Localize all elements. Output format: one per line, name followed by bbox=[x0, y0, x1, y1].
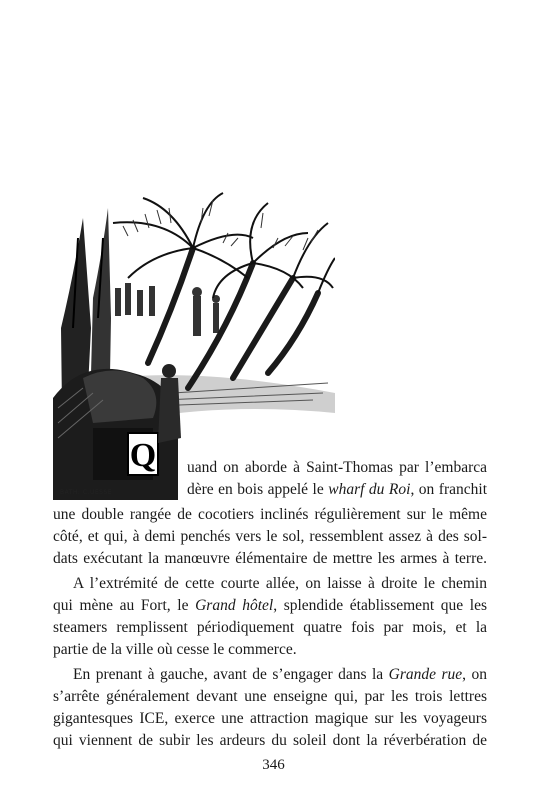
text-line: A l’extrémité de cette courte allée, on laisse à droite le chemin bbox=[73, 575, 487, 592]
italic-term: Grande rue bbox=[388, 666, 463, 683]
palm-trees-engraving-icon bbox=[53, 178, 335, 500]
text-line: qui mène au Fort, le Grand hôtel, splendide établissement que les bbox=[53, 597, 487, 614]
text-line: dère en bois appelé le wharf du Roi, on franchit bbox=[187, 481, 487, 498]
text-line: gigantesques ICE, exerce une attraction magique sur les voyageurs bbox=[53, 710, 487, 727]
engraver-signature: BATH: C.UESSE bbox=[60, 489, 113, 496]
text-line: s’arrête généralement devant une enseigne qui, par les trois lettres bbox=[53, 688, 487, 705]
text-line: partie de la ville où cesse le commerce. bbox=[53, 641, 297, 658]
text-line: une double rangée de cocotiers inclinés régulièrement sur le même bbox=[53, 506, 487, 523]
engraving-illustration bbox=[53, 178, 335, 500]
page-number: 346 bbox=[262, 757, 285, 773]
text-line: steamers remplissent périodiquement quatre fois par mois, et la bbox=[53, 619, 487, 636]
drop-cap-letter: Q bbox=[129, 437, 157, 474]
text-line: côté, et qui, à demi penchés vers le sol, ressemblent assez à des sol- bbox=[53, 528, 487, 545]
text-line: En prenant à gauche, avant de s’engager dans la Grande rue, on bbox=[73, 666, 487, 683]
italic-term: Grand hôtel bbox=[195, 597, 274, 614]
italic-term: wharf du Roi bbox=[328, 481, 411, 498]
text-line: qui viennent de subir les ardeurs du soleil dont la réverbération de bbox=[53, 732, 487, 749]
text-line: dats exécutant la manœuvre élémentaire de mettre les armes à terre. bbox=[53, 550, 487, 567]
text-line: uand on aborde à Saint-Thomas par l’embarca bbox=[187, 459, 487, 476]
